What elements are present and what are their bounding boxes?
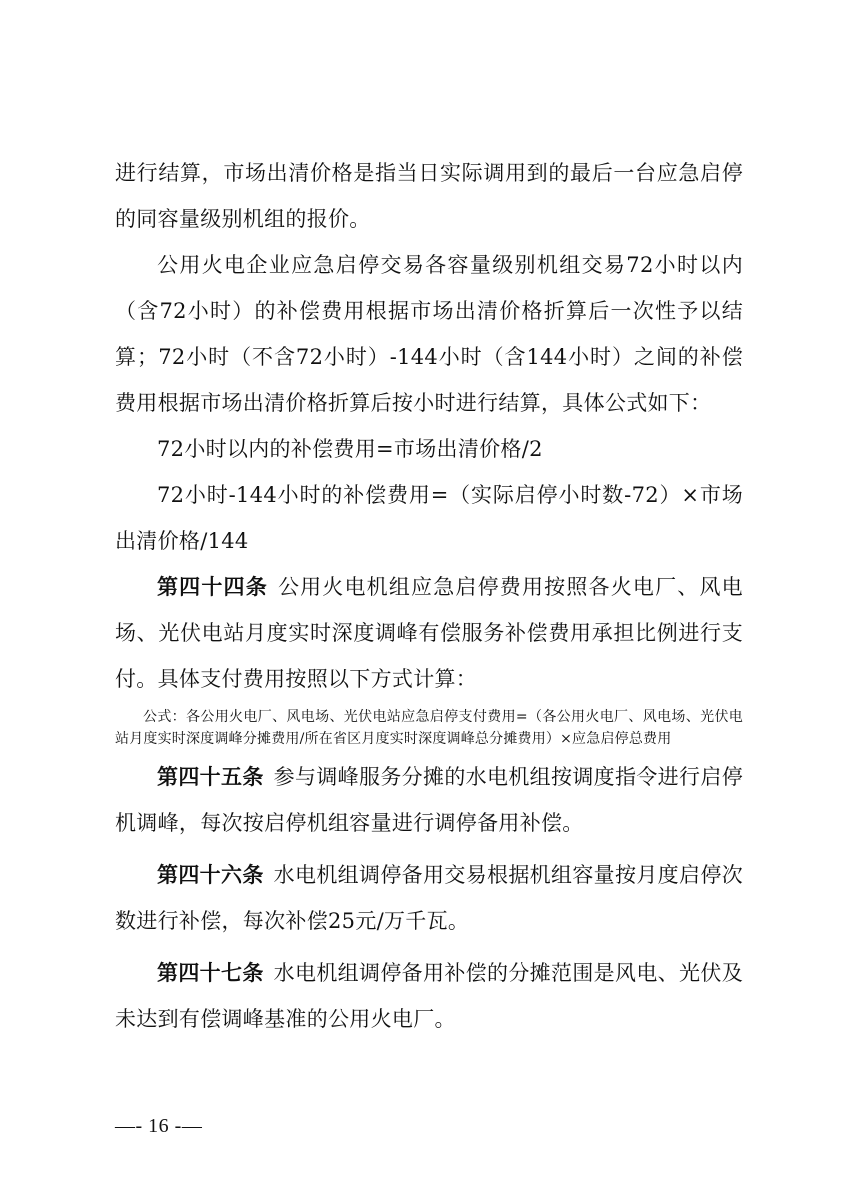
page-number: —- 16 -—	[115, 1115, 203, 1137]
article-44	[115, 564, 743, 702]
document-body	[115, 150, 743, 1042]
article-46-text: 水电机组调停备用交易根据机组容量按月度启停次数进行补偿，每次补偿25元/万千瓦。	[115, 863, 743, 933]
article-45-text: 参与调峰服务分摊的水电机组按调度指令进行启停机调峰，每次按启停机组容量进行调停备用补偿。	[115, 765, 743, 835]
paragraph-formula-within-72h: 72小时以内的补偿费用=市场出清价格/2	[157, 437, 543, 461]
article-45-heading: 第四十五条	[157, 764, 264, 789]
article-44-text: 公用火电机组应急启停费用按照各火电厂、风电场、光伏电站月度实时深度调峰有偿服务补偿费用承担比例进行支付。具体支付费用按照以下方式计算：	[115, 575, 743, 691]
paragraph-compensation-rules: 公用火电企业应急启停交易各容量级别机组交易72小时以内（含72小时）的补偿费用根据市场出清价格折算后一次性予以结算；72小时（不含72小时）-144小时（含144小时）之间的补偿费用根据市场出清价格折算后按小时进行结算，具体公式如下：	[115, 253, 743, 415]
article-46-heading: 第四十六条	[157, 862, 264, 887]
paragraph-formula-72-144h: 72小时-144小时的补偿费用=（实际启停小时数-72）×市场出清价格/144	[115, 483, 743, 553]
article-46	[115, 852, 743, 944]
article-45	[115, 754, 743, 846]
payment-formula: 公式：各公用火电厂、风电场、光伏电站应急启停支付费用=（各公用火电厂、风电场、光伏电站月度实时深度调峰分摊费用/所在省区月度实时深度调峰总分摊费用）×应急启停总费用	[115, 709, 743, 747]
article-44-heading: 第四十四条	[157, 574, 268, 599]
article-47-heading: 第四十七条	[157, 960, 264, 985]
paragraph-settlement-price: 进行结算，市场出清价格是指当日实际调用到的最后一台应急启停的同容量级别机组的报价。	[115, 161, 743, 231]
article-47-text: 水电机组调停备用补偿的分摊范围是风电、光伏及未达到有偿调峰基准的公用火电厂。	[115, 961, 743, 1031]
article-47	[115, 950, 743, 1042]
